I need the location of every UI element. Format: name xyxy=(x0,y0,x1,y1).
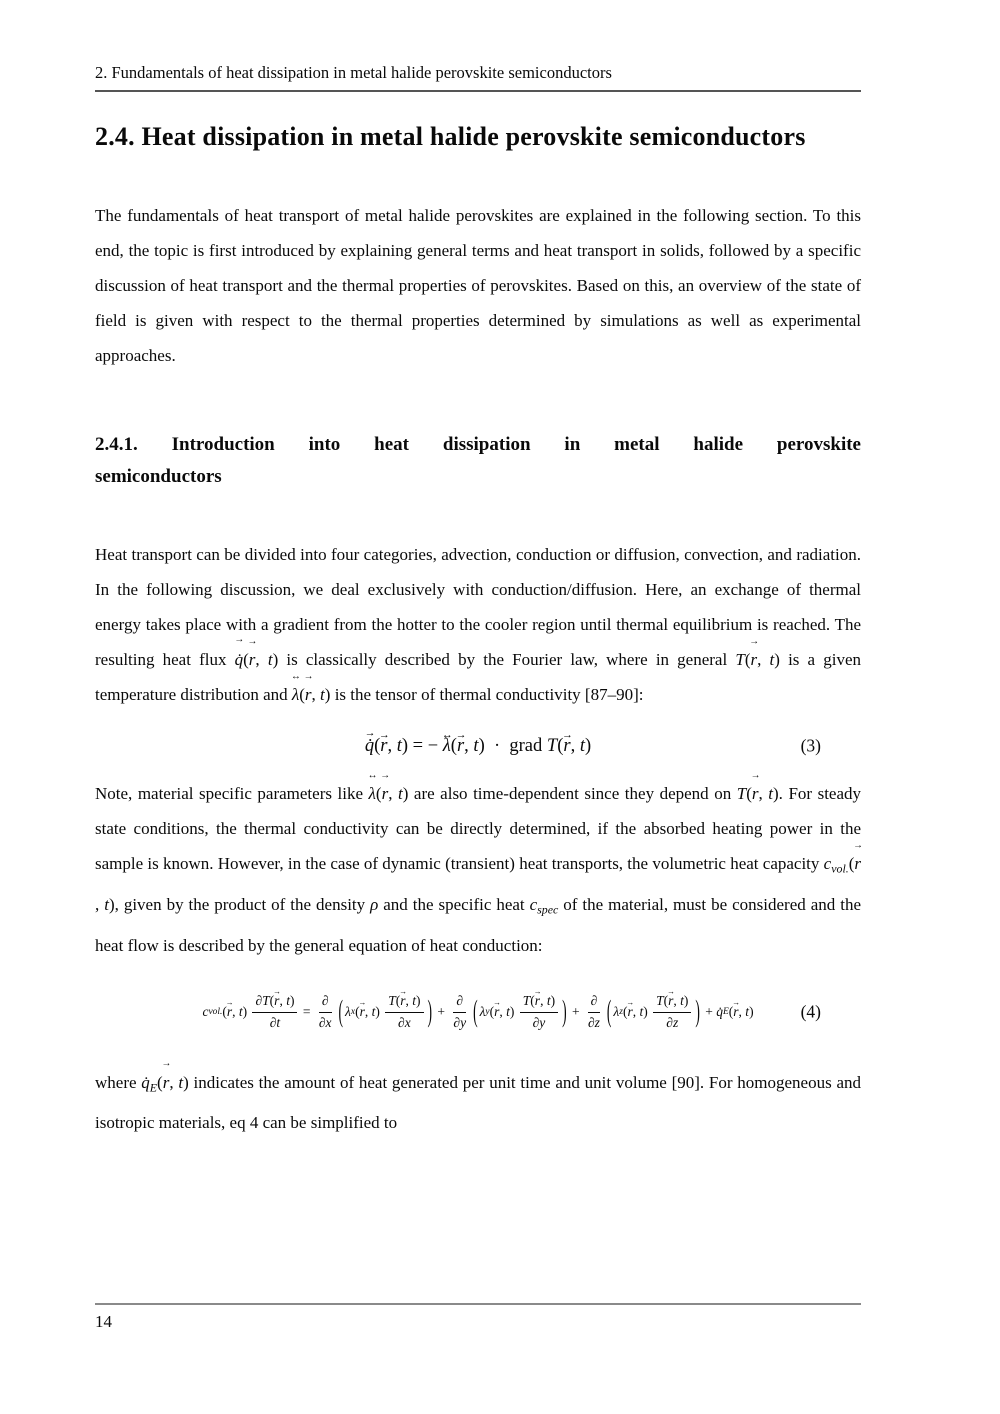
subsection-title-line2: semiconductors xyxy=(95,466,222,488)
page-footer xyxy=(95,1303,861,1332)
equation-4-number: (4) xyxy=(800,1001,821,1022)
page-number: 14 xyxy=(95,1312,112,1331)
note-paragraph: Note, material specific parameters like ↔ λ( → r, t) are also time-dependent since they depend on T( → r, t). For steady state conditions, the thermal conductivity can be directly determined, if the absorbed heating power in the sample is known. However, in the case of dynamic (transient) heat transports, the volumetric heat capacity $c_{vol.}$( → r, t), given by the product of the density ρ and the specific heat $c_{spec}$ of the material, must be considered and the heat flow is described by the general equation of heat conduction: xyxy=(95,769,863,955)
subsection-title-line1: 2.4.1. Introduction into heat dissipation in metal halide perovskite xyxy=(95,434,861,456)
where-paragraph: where $q̇_E$( → r, t) indicates the amount of heat generated per unit time and unit volume [90]. For homogeneous and isotropic materials, eq 4 can be simplified to xyxy=(95,1057,862,1133)
equation-3-math: → q̇ ( → r , t ) = − ↔ λ ( → r , t ) · grad T ( → r , t ) xyxy=(364,726,592,756)
equation-3 xyxy=(95,724,861,768)
heat-transport-paragraph: Heat transport can be divided into four categories, advection, conduction or diffusion, convection, and radiation. In the following discussion, we deal exclusively with conduction/diffusion. Here, an exchange of thermal energy takes place with a gradient from the hotter to the cooler region until thermal equilibrium is reached. The resulting heat flux → q̇( → r, t) is classically described by the Fourier law, where in general T( → r, t) is a given temperature distribution and ↔ λ( → r, t) is the tensor of thermal conductivity [87–90]: xyxy=(95,545,862,705)
equation-3-number: (3) xyxy=(800,735,821,756)
running-header-text: 2. Fundamentals of heat dissipation in metal halide perovskite semiconductors xyxy=(95,63,612,82)
equation-4-math: c vol. ( → r , t ) ∂T( → r, t) ∂t = $\frac{\partial}{\partial x}$ ( λ x ( → r , t ) T( → r, t) ∂x ) + $\frac{\partial}{\partial y}$ ( λ y ( → r , t ) T( → r, t) ∂y ) + $\frac{\partial}{\partial z}$ ( λ z ( → r , t ) T( → r, t) ∂z ) + q̇ E ( → r , t ) xyxy=(202,987,754,1030)
section-title: 2.4. Heat dissipation in metal halide perovskite semiconductors xyxy=(95,122,806,152)
subsection-title xyxy=(95,429,861,493)
running-header xyxy=(95,62,861,92)
equation-4 xyxy=(95,981,861,1043)
intro-paragraph: The fundamentals of heat transport of metal halide perovskites are explained in the following section. To this end, the topic is first introduced by explaining general terms and heat transport in solids, followed by a specific discussion of heat transport and the thermal properties of perovskites. Based on this, an overview of the state of field is given with respect to the thermal properties determined by simulations as well as experimental approaches. xyxy=(95,206,861,366)
